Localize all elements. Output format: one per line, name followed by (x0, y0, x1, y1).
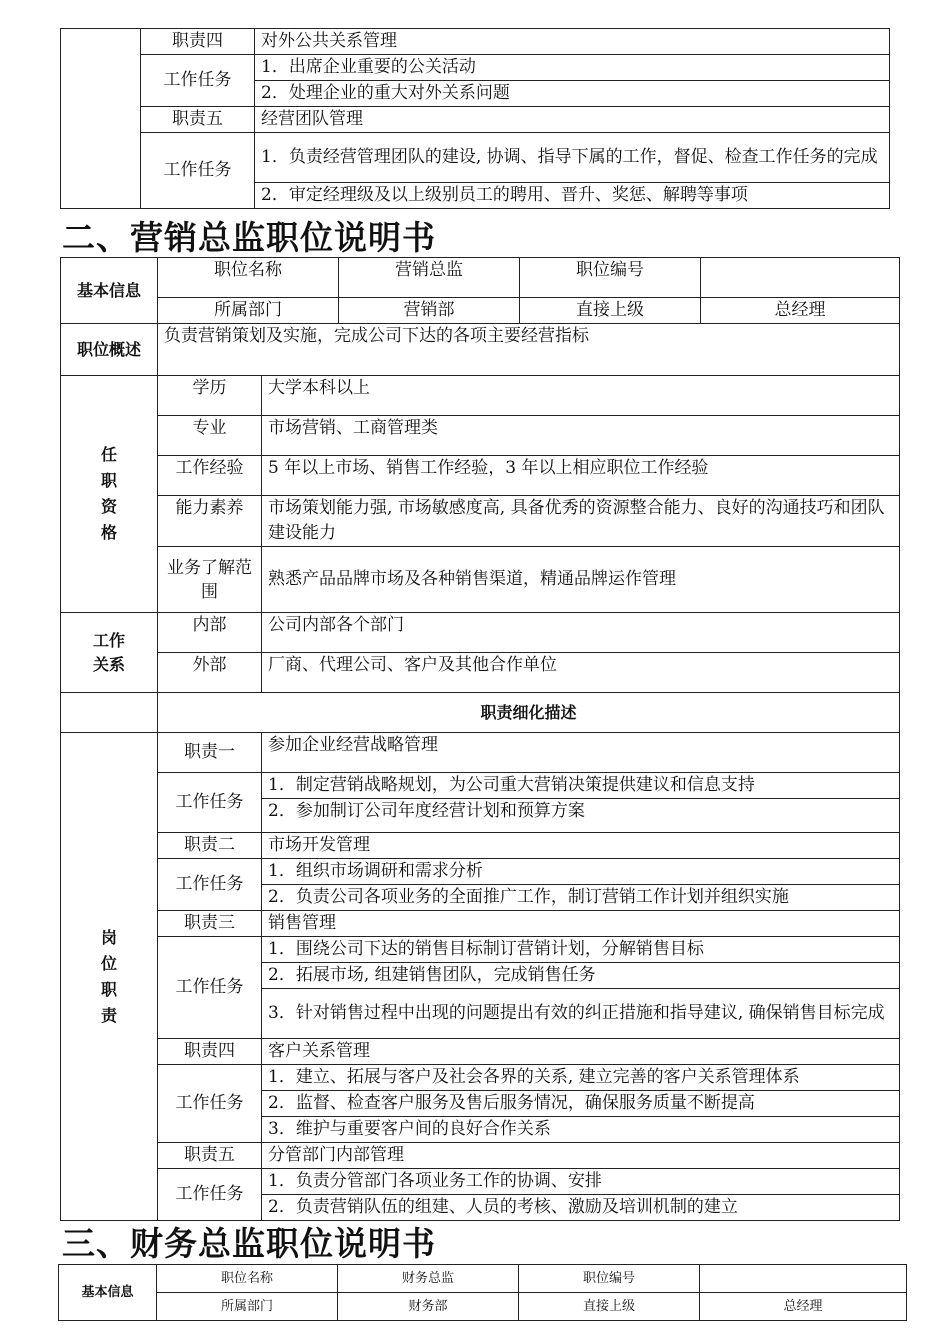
qual-label: 业务了解范围 (158, 547, 262, 613)
dept-value: 财务部 (338, 1293, 519, 1321)
task-item: 2．监督、检查客户服务及售后服务情况，确保服务质量不断提高 (262, 1091, 900, 1117)
qual-label: 工作经验 (158, 456, 262, 496)
task-item: 1．出席企业重要的公关活动 (255, 55, 890, 81)
duties-label (61, 733, 158, 1221)
superior-value: 总经理 (700, 1293, 907, 1321)
section-heading: 三、财务总监职位说明书 (62, 1224, 436, 1263)
duty-label: 职责三 (158, 911, 262, 937)
dept-label: 所属部门 (157, 1293, 338, 1321)
duty-text: 分管部门内部管理 (262, 1143, 900, 1169)
top-left-empty-cell (61, 29, 141, 209)
dept-value: 营销部 (339, 298, 520, 324)
duties-label-text: 岗位职责 (100, 927, 117, 1025)
task-label: 工作任务 (158, 1065, 262, 1143)
duty-text: 对外公共关系管理 (255, 29, 890, 55)
detail-heading: 职责细化描述 (158, 693, 900, 733)
relations-label-text: 工作关系 (92, 630, 125, 674)
position-no-label: 职位编号 (520, 258, 701, 298)
task-item: 1．建立、拓展与客户及社会各界的关系, 建立完善的客户关系管理体系 (262, 1065, 900, 1091)
relation-label: 内部 (158, 613, 262, 653)
task-item: 2．参加制订公司年度经营计划和预算方案 (262, 799, 900, 833)
position-name-value: 财务总监 (338, 1265, 519, 1293)
qual-text: 市场策划能力强, 市场敏感度高, 具备优秀的资源整合能力、良好的沟通技巧和团队建设能力 (262, 496, 900, 547)
duty-text: 客户关系管理 (262, 1039, 900, 1065)
detail-heading-empty (61, 693, 158, 733)
duty-label: 职责四 (141, 29, 255, 55)
qual-text: 市场营销、工商管理类 (262, 416, 900, 456)
qual-text: 熟悉产品品牌市场及各种销售渠道，精通品牌运作管理 (262, 547, 900, 613)
task-item: 1．围绕公司下达的销售目标制订营销计划，分解销售目标 (262, 937, 900, 963)
qual-text: 5 年以上市场、销售工作经验，3 年以上相应职位工作经验 (262, 456, 900, 496)
duty-text: 参加企业经营战略管理 (262, 733, 900, 773)
dept-label: 所属部门 (158, 298, 339, 324)
task-label: 工作任务 (158, 859, 262, 911)
qual-label: 能力素养 (158, 496, 262, 547)
task-item: 3．维护与重要客户间的良好合作关系 (262, 1117, 900, 1143)
task-item: 1．制定营销战略规划，为公司重大营销决策提供建议和信息支持 (262, 773, 900, 799)
task-item: 2．负责公司各项业务的全面推广工作，制订营销工作计划并组织实施 (262, 885, 900, 911)
task-item: 2．拓展市场, 组建销售团队，完成销售任务 (262, 963, 900, 989)
position-name-label: 职位名称 (158, 258, 339, 298)
section-heading: 二、营销总监职位说明书 (62, 218, 436, 257)
basic-info-label: 基本信息 (59, 1265, 157, 1321)
top-duties-table (60, 28, 890, 209)
qual-label: 学历 (158, 376, 262, 416)
duty-label: 职责五 (158, 1143, 262, 1169)
task-item: 1．组织市场调研和需求分析 (262, 859, 900, 885)
task-item: 2．负责营销队伍的组建、人员的考核、激励及培训机制的建立 (262, 1195, 900, 1221)
duty-label: 职责四 (158, 1039, 262, 1065)
duty-label: 职责一 (158, 733, 262, 773)
duty-text: 销售管理 (262, 911, 900, 937)
relation-text: 公司内部各个部门 (262, 613, 900, 653)
finance-director-table (58, 1264, 907, 1321)
position-no-value (701, 258, 900, 298)
task-label: 工作任务 (141, 55, 255, 107)
task-item: 2．审定经理级及以上级别员工的聘用、晋升、奖惩、解聘等事项 (255, 183, 890, 209)
task-label: 工作任务 (158, 773, 262, 833)
sales-director-table (60, 257, 900, 1221)
superior-label: 直接上级 (520, 298, 701, 324)
relations-label (61, 613, 158, 693)
task-item (262, 989, 900, 1039)
task-item: 1．负责经营管理团队的建设, 协调、指导下属的工作，督促、检查工作任务的完成 (255, 133, 890, 183)
duty-text: 经营团队管理 (255, 107, 890, 133)
task-label: 工作任务 (158, 937, 262, 1039)
task-label: 工作任务 (141, 133, 255, 209)
duty-label: 职责五 (141, 107, 255, 133)
qual-label: 专业 (158, 416, 262, 456)
qualifications-label (61, 376, 158, 613)
qual-text: 大学本科以上 (262, 376, 900, 416)
superior-label: 直接上级 (519, 1293, 700, 1321)
task-item: 2．处理企业的重大对外关系问题 (255, 81, 890, 107)
position-no-label: 职位编号 (519, 1265, 700, 1293)
position-name-value: 营销总监 (339, 258, 520, 298)
position-no-value (700, 1265, 907, 1293)
qualifications-label-text: 任职资格 (100, 445, 117, 542)
duty-text: 市场开发管理 (262, 833, 900, 859)
relation-text: 厂商、代理公司、客户及其他合作单位 (262, 653, 900, 693)
duty-label: 职责二 (158, 833, 262, 859)
task-item: 1．负责分管部门各项业务工作的协调、安排 (262, 1169, 900, 1195)
superior-value: 总经理 (701, 298, 900, 324)
task-label: 工作任务 (158, 1169, 262, 1221)
position-name-label: 职位名称 (157, 1265, 338, 1293)
task-item-text: 3．针对销售过程中出现的问题提出有效的纠正措施和指导建议, 确保销售目标完成 (268, 1003, 885, 1023)
relation-label: 外部 (158, 653, 262, 693)
basic-info-label: 基本信息 (61, 258, 158, 324)
summary-text: 负责营销策划及实施，完成公司下达的各项主要经营指标 (158, 324, 900, 376)
summary-label: 职位概述 (61, 324, 158, 376)
